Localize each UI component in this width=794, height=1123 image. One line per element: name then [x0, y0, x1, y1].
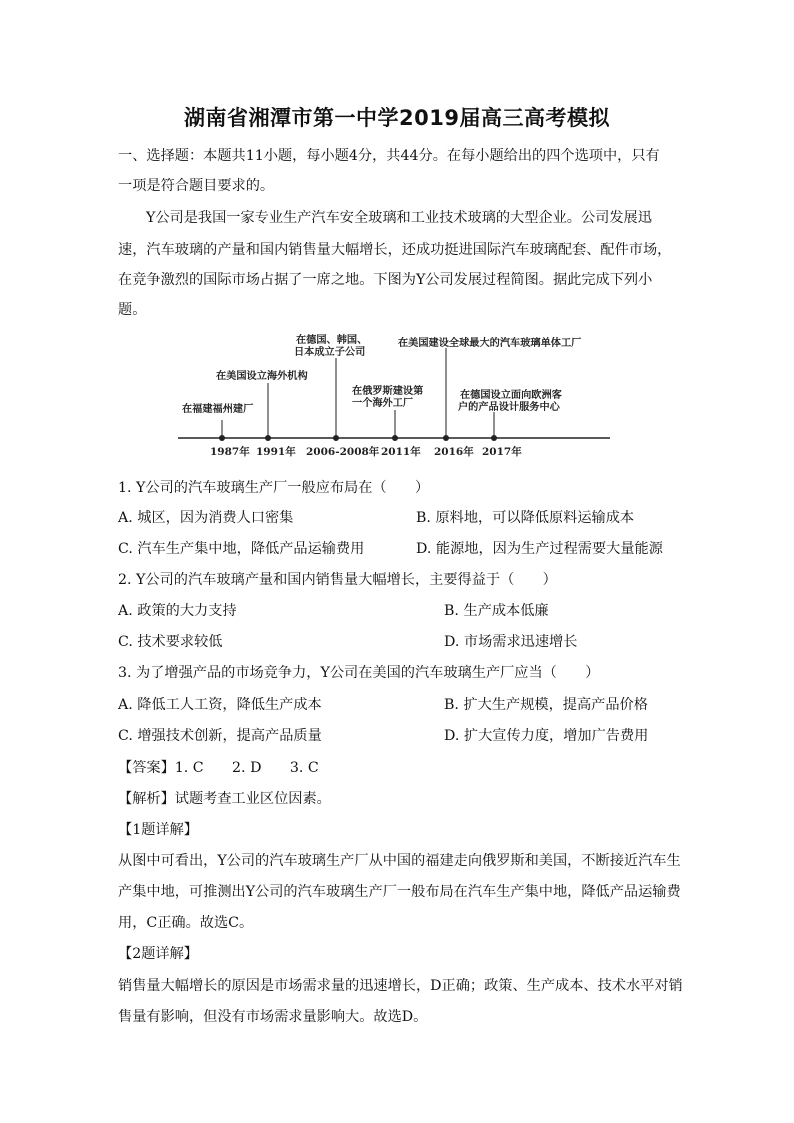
timeline-year-1991: 1991年 [256, 446, 296, 458]
detail-1-line-2: 产集中地，可推测出Y公司的汽车玻璃生产厂一般布局在汽车生产集中地，降低产品运输费 [118, 884, 681, 900]
timeline-event-2006-line-2: 日本成立子公司 [294, 346, 366, 358]
question-3-option-a: A. 降低工人工资，降低生产成本 [118, 697, 322, 713]
timeline-dot-1991 [265, 435, 271, 441]
question-2-option-a: A. 政策的大力支持 [118, 603, 237, 619]
question-3-stem: 3. 为了增强产品的市场竞争力，Y公司在美国的汽车玻璃生产厂应当（ ） [118, 665, 600, 681]
timeline-event-2011-line-2: 一个海外工厂 [352, 397, 414, 409]
detail-1-header: 【1题详解】 [118, 822, 198, 838]
question-2-option-c: C. 技术要求较低 [118, 634, 223, 650]
passage-line-3: 在竞争激烈的国际市场占据了一席之地。下图为Y公司发展过程简图。据此完成下列小 [118, 272, 653, 288]
timeline-dot-1987 [219, 435, 225, 441]
development-timeline [176, 328, 616, 468]
answer-line: 【答案】1. C 2. D 3. C [118, 760, 319, 776]
timeline-event-2016: 在美国建设全球最大的汽车玻璃单体工厂 [398, 337, 582, 349]
question-1-stem: 1. Y公司的汽车玻璃生产厂一般应布局在（ ） [118, 480, 430, 496]
question-1-option-b: B. 原料地，可以降低原料运输成本 [416, 510, 635, 526]
timeline-year-2016: 2016年 [434, 446, 474, 458]
detail-1-line-3: 用，C正确。故选C。 [118, 915, 254, 931]
timeline-year-1987: 1987年 [210, 446, 250, 458]
detail-2-line-1: 销售量大幅增长的原因是市场需求量的迅速增长，D正确；政策、生产成本、技术水平对销 [118, 978, 683, 994]
page-title: 湖南省湘潭市第一中学2019届高三高考模拟 [184, 106, 610, 130]
timeline-event-2011-line-1: 在俄罗斯建设第 [352, 385, 424, 397]
question-3-option-b: B. 扩大生产规模，提高产品价格 [444, 697, 648, 713]
question-2-option-b: B. 生产成本低廉 [444, 603, 549, 619]
detail-2-header: 【2题详解】 [118, 946, 198, 962]
timeline-dot-2006 [333, 435, 339, 441]
question-2-stem: 2. Y公司的汽车玻璃产量和国内销售量大幅增长，主要得益于（ ） [118, 572, 557, 588]
section-header-line-2: 一项是符合题目要求的。 [118, 178, 275, 194]
passage-line-2: 速，汽车玻璃的产量和国内销售量大幅增长，还成功挺进国际汽车玻璃配套、配件市场， [118, 242, 672, 258]
detail-1-line-1: 从图中可看出，Y公司的汽车玻璃生产厂从中国的福建走向俄罗斯和美国，不断接近汽车生 [118, 853, 681, 869]
timeline-event-2017-line-2: 户的产品设计服务中心 [458, 401, 560, 413]
timeline-event-1987: 在福建福州建厂 [182, 403, 254, 415]
section-header-line-1: 一、选择题：本题共11小题，每小题4分，共44分。在每小题给出的四个选项中，只有 [118, 148, 660, 164]
question-1-option-c: C. 汽车生产集中地，降低产品运输费用 [118, 541, 365, 557]
question-3-option-c: C. 增强技术创新，提高产品质量 [118, 728, 322, 744]
timeline-svg [176, 328, 616, 468]
timeline-year-2011: 2011年 [381, 446, 421, 458]
timeline-year-2006: 2006-2008年 [306, 446, 380, 458]
passage-line-1: Y公司是我国一家专业生产汽车安全玻璃和工业技术玻璃的大型企业。公司发展迅 [146, 210, 652, 226]
analysis-line: 【解析】试题考查工业区位因素。 [118, 791, 331, 807]
question-1-option-d: D. 能源地，因为生产过程需要大量能源 [416, 541, 663, 557]
timeline-dot-2017 [491, 435, 497, 441]
question-3-option-d: D. 扩大宣传力度，增加广告费用 [444, 728, 649, 744]
question-1-option-a: A. 城区，因为消费人口密集 [118, 510, 294, 526]
timeline-year-2017: 2017年 [482, 446, 522, 458]
timeline-event-1991: 在美国设立海外机构 [216, 370, 308, 382]
timeline-dot-2016 [443, 435, 449, 441]
passage-line-4: 题。 [118, 302, 147, 318]
question-2-option-d: D. 市场需求迅速增长 [444, 634, 578, 650]
timeline-event-2017-line-1: 在德国设立面向欧洲客 [460, 389, 562, 401]
timeline-event-2006-line-1: 在德国、韩国、 [296, 334, 368, 346]
detail-2-line-2: 售量有影响，但没有市场需求量影响大。故选D。 [118, 1009, 428, 1025]
timeline-dot-2011 [392, 435, 398, 441]
